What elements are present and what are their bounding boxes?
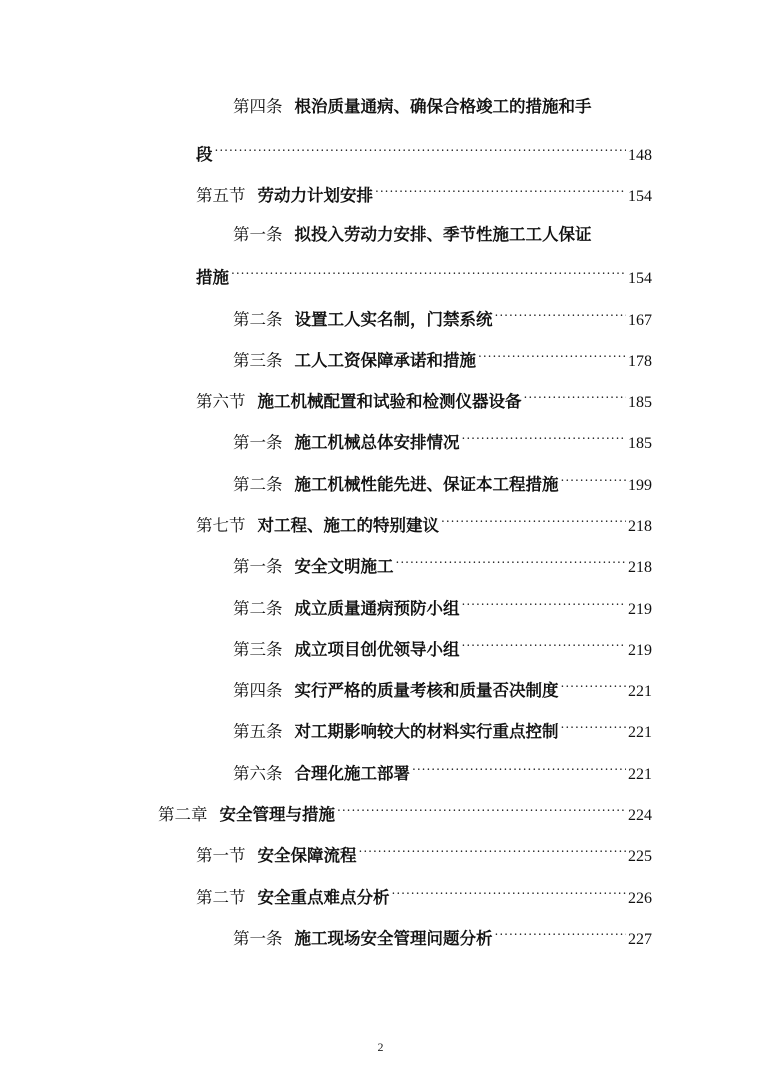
toc-entry[interactable] <box>233 346 652 372</box>
toc-entry-title: 劳动力计划安排 <box>257 186 373 205</box>
toc-entry[interactable] <box>196 511 652 537</box>
toc-leader <box>561 470 627 490</box>
toc-entry-page: 185 <box>628 435 652 452</box>
toc-entry-page: 221 <box>628 683 652 700</box>
toc-entry-title: 成立项目创优领导小组 <box>294 640 460 659</box>
toc-entry-page: 219 <box>628 642 652 659</box>
toc-entry-number: 第三条 <box>233 640 283 659</box>
toc-leader <box>412 759 626 779</box>
toc-entry-title: 施工机械配置和试验和检测仪器设备 <box>257 392 522 411</box>
toc-entry[interactable] <box>196 181 652 207</box>
toc-entry-title: 对工程、施工的特别建议 <box>257 516 439 535</box>
toc-entry-number: 第一条 <box>233 929 283 948</box>
toc-entry-page: 219 <box>628 601 652 618</box>
toc-entry-number: 第一条 <box>233 557 283 576</box>
toc-leader <box>337 800 626 820</box>
toc-entry-number: 第五节 <box>196 186 246 205</box>
toc-entry-number: 第二条 <box>233 475 283 494</box>
toc-entry-page: 221 <box>628 766 652 783</box>
toc-entry[interactable] <box>233 94 652 120</box>
toc-entry-title: 对工期影响较大的材料实行重点控制 <box>294 722 559 741</box>
toc-entry-number: 第一条 <box>233 225 283 244</box>
toc-entry-title: 成立质量通病预防小组 <box>294 599 460 618</box>
toc-entry[interactable] <box>158 800 652 826</box>
toc-entry-title: 安全管理与措施 <box>219 805 335 824</box>
toc-leader <box>462 428 627 448</box>
toc-leader <box>375 181 626 201</box>
toc-leader <box>561 676 627 696</box>
toc-entry-number: 第七节 <box>196 516 246 535</box>
toc-leader <box>478 346 626 366</box>
toc-entry[interactable] <box>233 759 652 785</box>
toc-entry-title: 施工机械总体安排情况 <box>294 433 460 452</box>
toc-entry-page: 225 <box>628 848 652 865</box>
toc-entry-page: 199 <box>628 477 652 494</box>
toc-entry-page: 148 <box>628 147 652 164</box>
toc-entry-page: 178 <box>628 353 652 370</box>
toc-entry[interactable] <box>233 428 652 454</box>
toc-entry[interactable] <box>196 883 652 909</box>
toc-entry-page: 224 <box>628 807 652 824</box>
page-number: 2 <box>377 1040 384 1054</box>
toc-entry-number: 第二条 <box>233 599 283 618</box>
toc-entry-number: 第一条 <box>233 433 283 452</box>
toc-entry-number: 第一节 <box>196 846 246 865</box>
toc-leader <box>392 883 627 903</box>
toc-entry-title: 根治质量通病、确保合格竣工的措施和手 <box>294 97 592 116</box>
toc-entry[interactable] <box>233 676 652 702</box>
toc-entry-number: 第二节 <box>196 888 246 907</box>
toc-leader <box>231 263 626 283</box>
toc-entry-title: 实行严格的质量考核和质量否决制度 <box>294 681 559 700</box>
toc-leader <box>441 511 626 531</box>
toc-entry[interactable] <box>233 594 652 620</box>
toc-leader <box>561 717 627 737</box>
toc-entry[interactable] <box>233 717 652 743</box>
toc-leader <box>495 924 627 944</box>
toc-entry-title: 施工现场安全管理问题分析 <box>294 929 493 948</box>
toc-leader <box>215 140 627 160</box>
toc-entry-title: 安全重点难点分析 <box>257 888 390 907</box>
toc-entry-page: 154 <box>628 188 652 205</box>
toc-entry[interactable] <box>233 305 652 331</box>
toc-entry-number: 第二章 <box>158 805 208 824</box>
toc-entry-number: 第四条 <box>233 97 283 116</box>
toc-leader <box>462 635 627 655</box>
toc-leader <box>359 841 627 861</box>
toc-entry-title: 拟投入劳动力安排、季节性施工工人保证 <box>294 225 592 244</box>
toc-entry-number: 第二条 <box>233 310 283 329</box>
toc-entry[interactable] <box>233 635 652 661</box>
toc-entry-title: 安全保障流程 <box>257 846 357 865</box>
toc-entry[interactable] <box>233 552 652 578</box>
toc-leader <box>524 387 627 407</box>
toc-entry[interactable] <box>196 140 652 166</box>
toc-entry-title: 措施 <box>196 268 229 287</box>
toc-entry-number: 第六节 <box>196 392 246 411</box>
toc-entry[interactable] <box>196 263 652 289</box>
toc-entry-page: 218 <box>628 559 652 576</box>
toc-entry-title: 设置工人实名制，门禁系统 <box>294 310 493 329</box>
toc-entry-page: 226 <box>628 890 652 907</box>
toc-entry[interactable] <box>233 222 652 248</box>
toc-leader <box>462 594 627 614</box>
toc-leader <box>495 305 627 325</box>
toc-entry-number: 第三条 <box>233 351 283 370</box>
toc-entry-title: 段 <box>196 145 213 164</box>
toc-entry-page: 167 <box>628 312 652 329</box>
toc-entry-number: 第六条 <box>233 764 283 783</box>
toc-entry-title: 合理化施工部署 <box>294 764 410 783</box>
toc-entry-page: 154 <box>628 270 652 287</box>
toc-entry-number: 第五条 <box>233 722 283 741</box>
toc-entry-page: 221 <box>628 724 652 741</box>
toc-entry[interactable] <box>233 470 652 496</box>
toc-entry-title: 施工机械性能先进、保证本工程措施 <box>294 475 559 494</box>
toc-entry[interactable] <box>233 924 652 950</box>
toc-entry-number: 第四条 <box>233 681 283 700</box>
toc-entry[interactable] <box>196 841 652 867</box>
toc-leader <box>396 552 627 572</box>
toc-entry-title: 工人工资保障承诺和措施 <box>294 351 476 370</box>
toc-entry-page: 218 <box>628 518 652 535</box>
toc-entry-title: 安全文明施工 <box>294 557 394 576</box>
toc-entry-page: 227 <box>628 931 652 948</box>
toc-entry-page: 185 <box>628 394 652 411</box>
toc-entry[interactable] <box>196 387 652 413</box>
